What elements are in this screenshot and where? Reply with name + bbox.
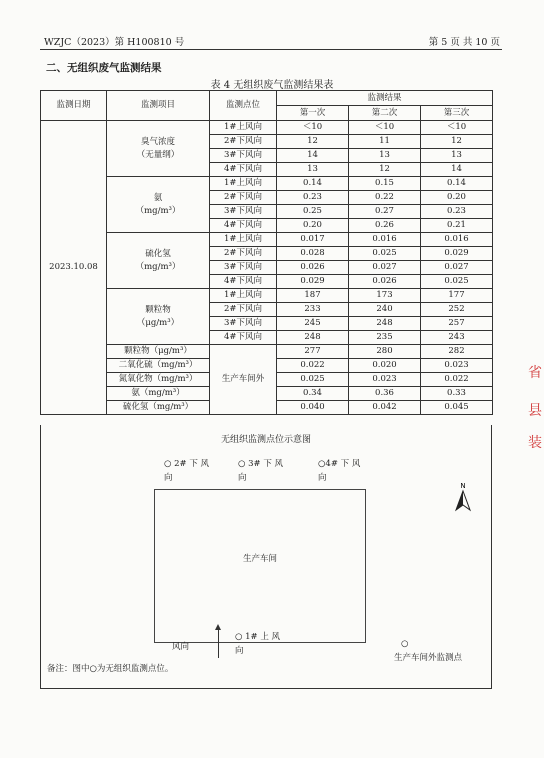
result-value: 0.14: [421, 177, 493, 191]
outside-point-marker: ○: [401, 639, 409, 649]
result-value: 0.029: [421, 247, 493, 261]
pollutant-name: 臭气浓度: [140, 136, 175, 147]
result-value: 0.022: [421, 373, 493, 387]
monitoring-point: 2#下风向: [210, 303, 277, 317]
wind-label: 风向: [172, 642, 190, 652]
result-value: 282: [421, 345, 493, 359]
workshop-label: 生产车间: [242, 554, 277, 564]
pollutant-unit: （μg/m³）: [136, 318, 180, 328]
result-value: 240: [349, 303, 421, 317]
result-value: 245: [277, 317, 349, 331]
diagram-title: 无组织监测点位示意图: [220, 435, 311, 445]
pollutant-item: 氮氧化物（mg/m³）: [107, 373, 210, 387]
result-value: 243: [421, 331, 493, 345]
result-value: 0.23: [277, 191, 349, 205]
result-value: 235: [349, 331, 421, 345]
monitoring-point: 2#下风向: [210, 247, 277, 261]
result-value: 280: [349, 345, 421, 359]
result-value: 0.042: [349, 401, 421, 415]
result-value: 0.025: [277, 373, 349, 387]
pollutant-item: [107, 177, 210, 233]
result-value: 0.21: [421, 219, 493, 233]
result-value: 0.025: [421, 275, 493, 289]
monitoring-point: 3#下风向: [210, 205, 277, 219]
pollutant-name: 颗粒物: [145, 304, 171, 315]
result-value: 14: [421, 163, 493, 177]
result-value: 257: [421, 317, 493, 331]
result-value: 12: [349, 163, 421, 177]
header-run-3: 第三次: [421, 106, 493, 121]
table-row: [41, 345, 493, 359]
result-value: 0.022: [277, 359, 349, 373]
point-4-downwind: ○4# 下 风 向: [318, 459, 361, 483]
result-value: 277: [277, 345, 349, 359]
result-value: 187: [277, 289, 349, 303]
header-item: 监测项目: [107, 91, 210, 121]
result-value: 13: [277, 163, 349, 177]
result-value: 0.027: [349, 261, 421, 275]
result-value: 0.25: [277, 205, 349, 219]
header-point: 监测点位: [210, 91, 277, 121]
pollutant-name: 硫化氢: [145, 248, 171, 259]
result-value: 0.023: [349, 373, 421, 387]
workshop-box: [154, 489, 366, 643]
pollutant-item: 硫化氢（mg/m³）: [107, 401, 210, 415]
monitoring-point: 3#下风向: [210, 261, 277, 275]
result-value: 13: [349, 149, 421, 163]
pollutant-unit: （mg/m³）: [135, 262, 181, 272]
pollutant-item: 氨（mg/m³）: [107, 387, 210, 401]
result-value: 14: [277, 149, 349, 163]
stamp-glyph-1: 省: [528, 365, 542, 381]
result-value: 0.36: [349, 387, 421, 401]
result-value: 248: [349, 317, 421, 331]
result-value: 0.040: [277, 401, 349, 415]
point-2-downwind: ○ 2# 下 风 向: [164, 459, 210, 483]
monitoring-point: 4#下风向: [210, 219, 277, 233]
north-label: N: [460, 482, 466, 490]
monitoring-point: 3#下风向: [210, 149, 277, 163]
result-value: 0.016: [421, 233, 493, 247]
pollutant-name: 氨: [153, 192, 163, 203]
result-value: 0.026: [349, 275, 421, 289]
report-number: WZJC（2023）第 H100810 号: [44, 37, 185, 48]
monitoring-point: 2#下风向: [210, 135, 277, 149]
result-value: 0.34: [277, 387, 349, 401]
table-row: [41, 289, 493, 303]
page-number: 第 5 页 共 10 页: [428, 37, 500, 48]
point-1-upwind: ○ 1# 上 风 向: [235, 632, 281, 656]
result-value: 0.23: [421, 205, 493, 219]
pollutant-unit: （mg/m³）: [135, 206, 181, 216]
result-value: 13: [421, 149, 493, 163]
result-value: 0.22: [349, 191, 421, 205]
pollutant-unit: （无量纲）: [136, 150, 180, 160]
result-value: 0.20: [421, 191, 493, 205]
wind-arrow-icon: [218, 626, 219, 658]
header-run-2: 第二次: [349, 106, 421, 121]
result-value: 0.023: [421, 359, 493, 373]
result-value: 0.016: [349, 233, 421, 247]
result-value: 0.028: [277, 247, 349, 261]
table-row: [41, 177, 493, 191]
table-caption: 表 4 无组织废气监测结果表: [210, 80, 334, 91]
monitoring-point: 4#下风向: [210, 331, 277, 345]
header-divider: [40, 49, 502, 50]
result-value: 0.020: [349, 359, 421, 373]
result-value: 0.20: [277, 219, 349, 233]
result-value: ＜10: [421, 121, 493, 135]
result-value: 0.26: [349, 219, 421, 233]
result-value: 0.14: [277, 177, 349, 191]
header-date: 监测日期: [41, 91, 107, 121]
page-header: [44, 34, 500, 48]
result-value: 173: [349, 289, 421, 303]
section-title: 二、无组织废气监测结果: [46, 62, 162, 74]
monitoring-date: 2023.10.08: [41, 121, 107, 415]
result-value: 233: [277, 303, 349, 317]
result-value: 0.33: [421, 387, 493, 401]
table-row: [41, 233, 493, 247]
monitoring-point: 3#下风向: [210, 317, 277, 331]
result-value: 12: [277, 135, 349, 149]
monitoring-point: 生产车间外: [210, 345, 277, 415]
result-value: 0.27: [349, 205, 421, 219]
diagram-note: 备注：图中○为无组织监测点位。: [47, 664, 174, 674]
result-value: ＜10: [349, 121, 421, 135]
pollutant-item: [107, 233, 210, 289]
result-value: 248: [277, 331, 349, 345]
result-value: 0.15: [349, 177, 421, 191]
result-value: 0.045: [421, 401, 493, 415]
pollutant-item: 颗粒物（μg/m³）: [107, 345, 210, 359]
monitoring-point: 1#上风向: [210, 121, 277, 135]
result-value: 0.027: [421, 261, 493, 275]
monitoring-point: 1#上风向: [210, 233, 277, 247]
point-3-downwind: ○ 3# 下 风 向: [238, 459, 284, 483]
north-arrow-icon: [451, 480, 475, 514]
result-value: 0.025: [349, 247, 421, 261]
monitoring-point: 4#下风向: [210, 163, 277, 177]
monitoring-point: 1#上风向: [210, 177, 277, 191]
result-value: 0.029: [277, 275, 349, 289]
result-value: 12: [421, 135, 493, 149]
monitoring-point-diagram: [40, 425, 492, 689]
result-value: 177: [421, 289, 493, 303]
header-run-1: 第一次: [277, 106, 349, 121]
outside-point-label: 生产车间外监测点: [394, 653, 463, 663]
monitoring-point: 2#下风向: [210, 191, 277, 205]
result-value: 0.026: [277, 261, 349, 275]
monitoring-results-table: [40, 90, 493, 415]
table-row: [41, 121, 493, 135]
result-value: 11: [349, 135, 421, 149]
monitoring-point: 4#下风向: [210, 275, 277, 289]
stamp-glyph-3: 装: [528, 435, 542, 451]
result-value: 252: [421, 303, 493, 317]
result-value: ＜10: [277, 121, 349, 135]
result-value: 0.017: [277, 233, 349, 247]
pollutant-item: [107, 121, 210, 177]
pollutant-item: 二氧化硫（mg/m³）: [107, 359, 210, 373]
header-result: 监测结果: [277, 91, 493, 106]
monitoring-point: 1#上风向: [210, 289, 277, 303]
pollutant-item: [107, 289, 210, 345]
stamp-glyph-2: 县: [528, 403, 542, 419]
